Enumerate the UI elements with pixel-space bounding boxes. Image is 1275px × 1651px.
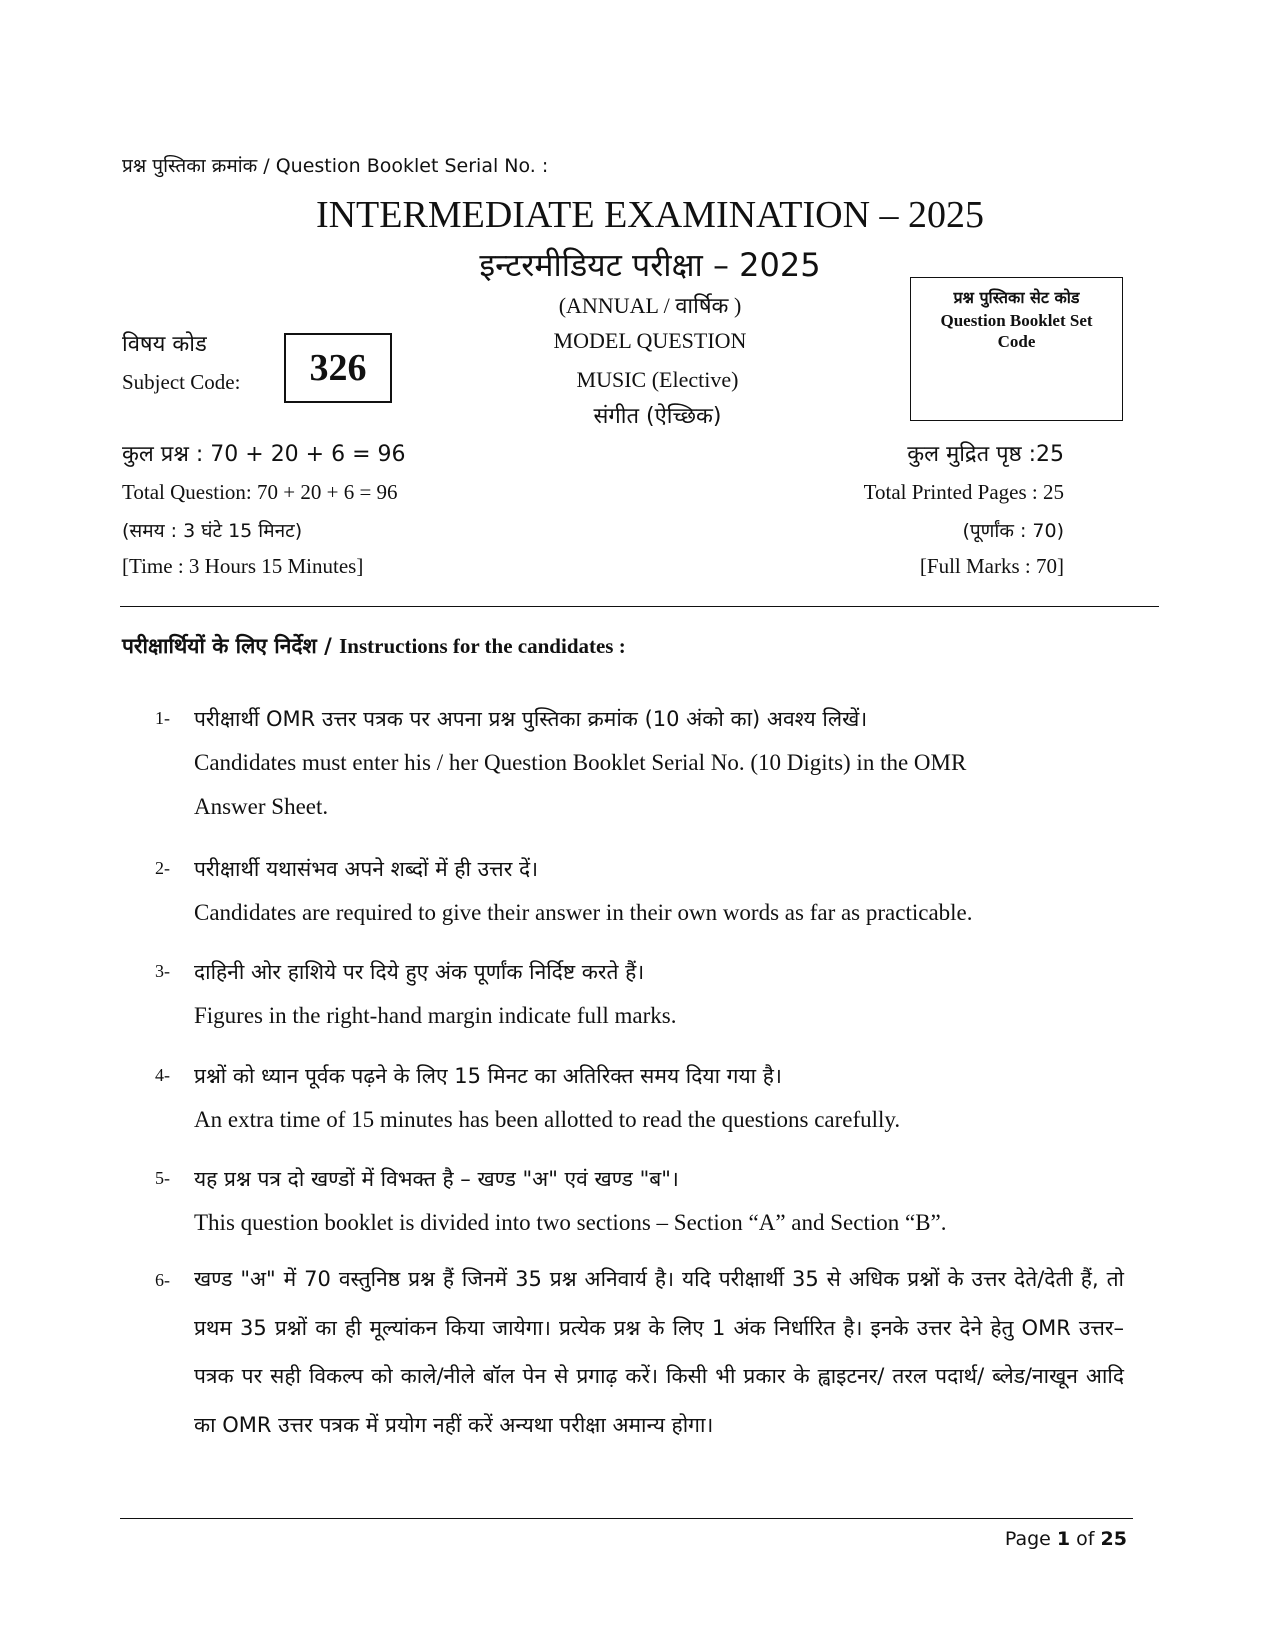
- full-marks-english: [Full Marks : 70]: [919, 554, 1064, 578]
- instruction-hindi: परीक्षार्थी OMR उत्तर पत्रक पर अपना प्रश्न पुस्तिका क्रमांक (10 अंको का) अवश्य लिखें।: [194, 707, 868, 731]
- full-marks-hindi: (पूर्णांक : 70): [962, 520, 1064, 542]
- instruction-hindi: प्रश्नों को ध्यान पूर्वक पढ़ने के लिए 15 मिनट का अतिरिक्त समय दिया गया है।: [194, 1064, 782, 1088]
- instruction-number: 1-: [155, 708, 170, 728]
- footer-divider: [120, 1518, 1133, 1519]
- set-code-box: [910, 277, 1123, 421]
- instruction-hindi: यह प्रश्न पत्र दो खण्डों में विभक्त है – खण्ड "अ" एवं खण्ड "ब"।: [194, 1167, 679, 1191]
- total-questions-english: Total Question: 70 + 20 + 6 = 96: [122, 480, 398, 504]
- instruction-english-continued: Answer Sheet.: [194, 794, 329, 819]
- set-code-label-english: Question Booklet Set Code: [940, 311, 1093, 351]
- subject-code-box: 326: [284, 333, 392, 403]
- instruction-number: 4-: [155, 1065, 170, 1085]
- subject-code-label-hindi: विषय कोड: [122, 332, 207, 357]
- page-current: 1: [1056, 1528, 1071, 1550]
- time-hindi: (समय : 3 घंटे 15 मिनट): [122, 520, 303, 542]
- header-divider: [120, 606, 1159, 607]
- model-question-label: MODEL QUESTION: [553, 328, 747, 353]
- instruction-number: 2-: [155, 858, 170, 878]
- instruction-number: 6-: [155, 1270, 170, 1290]
- page-of: of: [1070, 1528, 1101, 1550]
- exam-type: (ANNUAL / वार्षिक ): [558, 293, 742, 318]
- instructions-heading: [122, 632, 626, 660]
- subject-name-hindi: संगीत (ऐच्छिक): [593, 404, 722, 429]
- instruction-english: This question booklet is divided into two sections – Section “A” and Section “B”.: [194, 1210, 947, 1235]
- total-questions-hindi: कुल प्रश्न : 70 + 20 + 6 = 96: [122, 442, 406, 467]
- set-code-label-hindi: प्रश्न पुस्तिका सेट कोड: [953, 288, 1080, 307]
- time-english: [Time : 3 Hours 15 Minutes]: [122, 554, 364, 578]
- instruction-hindi: दाहिनी ओर हाशिये पर दिये हुए अंक पूर्णांक निर्दिष्ट करते हैं।: [194, 960, 645, 984]
- printed-pages-english: Total Printed Pages : 25: [863, 480, 1064, 504]
- instructions-heading-hindi: परीक्षार्थियों के लिए निर्देश /: [122, 634, 340, 658]
- instruction-english: Candidates are required to give their answer in their own words as far as practicable.: [194, 900, 973, 925]
- exam-title-english: INTERMEDIATE EXAMINATION – 2025: [315, 194, 985, 236]
- page-number: [1005, 1528, 1127, 1550]
- instructions-heading-english: Instructions for the candidates :: [339, 634, 626, 658]
- printed-pages-hindi: कुल मुद्रित पृष्ठ :25: [907, 442, 1064, 467]
- instruction-english: An extra time of 15 minutes has been allotted to read the questions carefully.: [194, 1107, 901, 1132]
- subject-code-label-english: Subject Code:: [122, 370, 241, 394]
- instruction-hindi: परीक्षार्थी यथासंभव अपने शब्दों में ही उत्तर दें।: [194, 857, 539, 881]
- instruction-english: Figures in the right-hand margin indicate full marks.: [194, 1003, 677, 1028]
- instruction-number: 5-: [155, 1168, 170, 1188]
- page-prefix: Page: [1004, 1528, 1057, 1550]
- instruction-english: Candidates must enter his / her Question Booklet Serial No. (10 Digits) in the OMR: [194, 750, 967, 775]
- booklet-serial-label: प्रश्न पुस्तिका क्रमांक / Question Booklet Serial No. :: [122, 155, 549, 177]
- exam-title-hindi: इन्टरमीडियट परीक्षा – 2025: [479, 246, 821, 284]
- page-total: 25: [1100, 1528, 1127, 1550]
- instruction-number: 3-: [155, 961, 170, 981]
- subject-name-english: MUSIC (Elective): [576, 367, 739, 392]
- instruction-hindi-paragraph: खण्ड "अ" में 70 वस्तुनिष्ठ प्रश्न हैं जिनमें 35 प्रश्न अनिवार्य है। यदि परीक्षार्थी 35 से अधिक प्रश्नों के उत्तर देते/देती हैं, तो प्रथम 35 प्रश्नों का ही मूल्यांकन किया जायेगा। प्रत्येक प्रश्न के लिए 1 अंक निर्धारित है। इनके उत्तर देने हेतु OMR उत्तर–पत्रक पर सही विकल्प को काले/नीले बॉल पेन से प्रगाढ़ करें। किसी भी प्रकार के ह्वाइटनर/ तरल पदार्थ/ ब्लेड/नाखून आदि का OMR उत्तर पत्रक में प्रयोग नहीं करें अन्यथा परीक्षा अमान्य होगा।: [194, 1267, 1124, 1437]
